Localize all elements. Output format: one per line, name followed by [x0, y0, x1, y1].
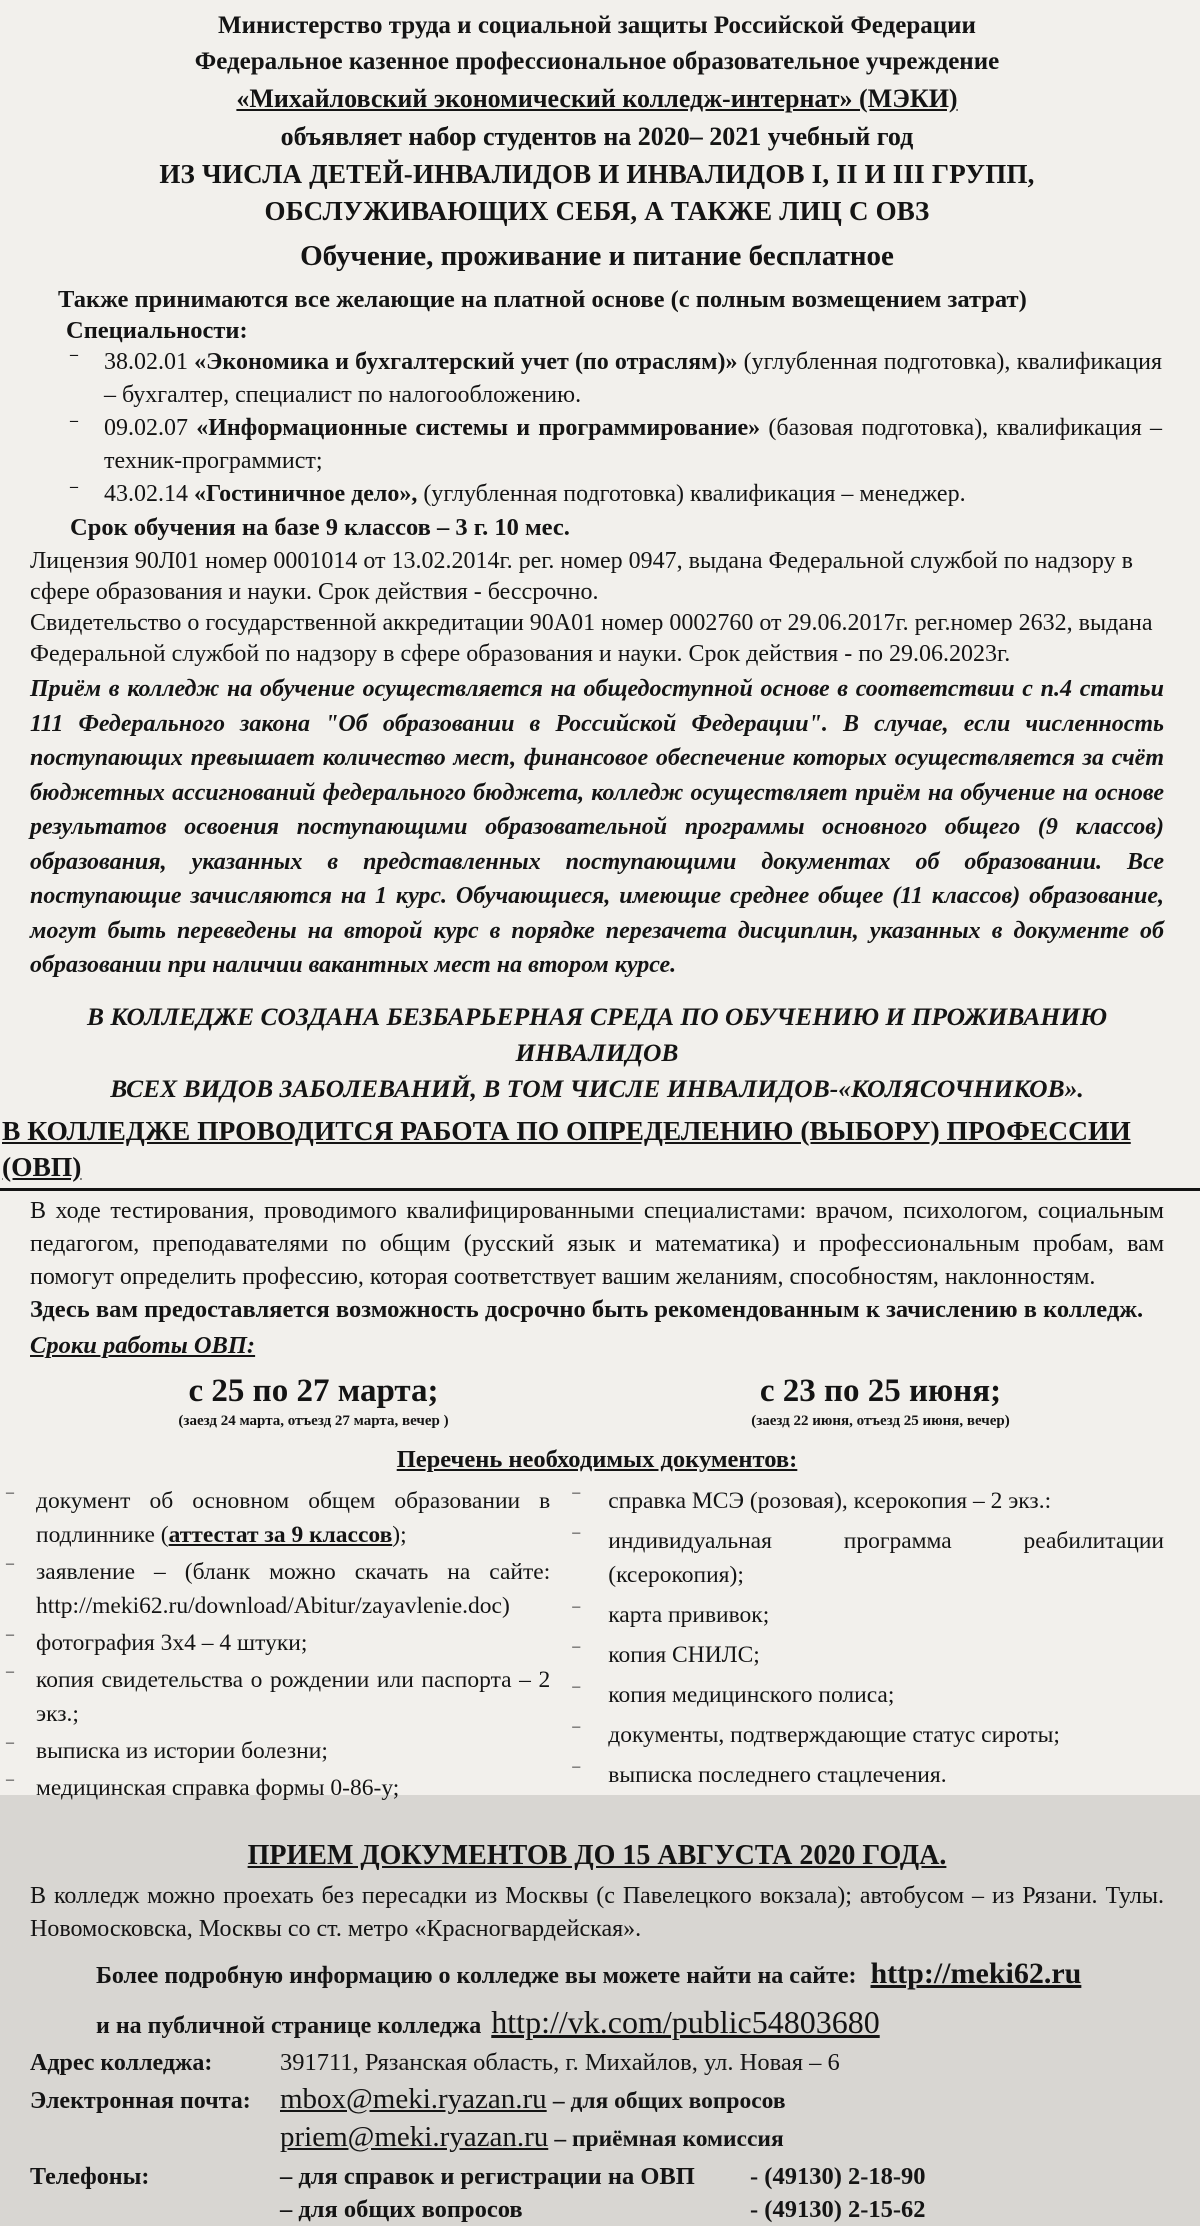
- document-item-text: [36, 1555, 550, 1623]
- specialty-item-3: [70, 478, 1164, 511]
- phones-label: Телефоны:: [30, 2163, 150, 2190]
- phone-line-1: [280, 2160, 1164, 2193]
- bullet-dash: –: [70, 478, 78, 495]
- specialty-details: (углубленная подготовка), квалификация – бухгалтер, специалист по налогообложению.: [104, 349, 1163, 408]
- documents-heading: Перечень необходимых документов:: [396, 1445, 798, 1473]
- bullet-dash: –: [70, 412, 78, 429]
- item-text: медицинская справка формы 0-86-у;: [36, 1774, 400, 1801]
- item-text: );: [392, 1521, 407, 1548]
- session-dates: с 25 по 27 марта;: [188, 1372, 439, 1409]
- travel-paragraph: В колледж можно проехать без пересадки из Москвы (с Павелецкого вокзала); автобусом – из Рязани. Тулы. Новомосковска, Москвы со ст. метро «Красногвардейская».: [30, 1882, 1164, 1942]
- announcement-line: объявляет набор студентов на 2020– 2021 учебный год: [280, 122, 914, 151]
- email-general-note: – для общих вопросов: [552, 2087, 786, 2114]
- document-item-text: документы, подтверждающие статус сироты;: [608, 1721, 1060, 1748]
- document-item: [6, 1555, 550, 1623]
- audience-line-2: ОБСЛУЖИВАЮЩИХ СЕБЯ, А ТАКЖЕ ЛИЦ С ОВЗ: [264, 196, 930, 226]
- document-item: [572, 1638, 1164, 1672]
- email-value: [280, 2082, 1164, 2118]
- address-label: Адрес колледжа:: [30, 2049, 213, 2076]
- document-item-text: индивидуальная программа реабилитации (ксерокопия);: [608, 1527, 1164, 1588]
- document-item-text: [36, 1734, 550, 1768]
- vk-page-link[interactable]: http://vk.com/public54803680: [491, 2003, 880, 2040]
- specialty-name: «Экономика и бухгалтерский учет (по отраслям)»: [194, 349, 738, 375]
- document-item: [6, 1484, 550, 1552]
- bullet-dash: –: [572, 1597, 581, 1615]
- phones-row: [30, 2158, 1164, 2226]
- bullet-dash: –: [572, 1677, 581, 1695]
- audience-line-1: ИЗ ЧИСЛА ДЕТЕЙ-ИНВАЛИДОВ И ИНВАЛИДОВ I, II И III ГРУПП,: [159, 159, 1035, 189]
- bullet-dash: –: [6, 1625, 14, 1643]
- document-item: [572, 1484, 1164, 1518]
- bullet-dash: –: [6, 1554, 14, 1572]
- document-item-text: выписка последнего стацлечения.: [608, 1761, 947, 1788]
- bullet-dash: –: [572, 1483, 581, 1501]
- document-item: [6, 1626, 550, 1660]
- documents-columns: [6, 1484, 1164, 1808]
- phone-desc: – для справок и регистрации на ОВП: [280, 2162, 695, 2190]
- specialties-label: Специальности:: [66, 317, 248, 344]
- specialty-code: 43.02.14: [104, 481, 188, 507]
- ovp-heading: В КОЛЛЕДЖЕ ПРОВОДИТСЯ РАБОТА ПО ОПРЕДЕЛЕНИЮ (ВЫБОРУ) ПРОФЕССИИ (ОВП): [0, 1113, 1200, 1191]
- barrier-free-line-1: В КОЛЛЕДЖЕ СОЗДАНА БЕЗБАРЬЕРНАЯ СРЕДА ПО ОБУЧЕНИЮ И ПРОЖИВАНИЮ ИНВАЛИДОВ: [87, 1001, 1107, 1067]
- item-text: выписка из истории болезни;: [36, 1737, 328, 1764]
- bullet-dash: –: [572, 1757, 581, 1775]
- phone-number: - (49130) 2-15-62: [750, 2195, 926, 2223]
- document-item: [6, 1663, 550, 1731]
- document-item: [572, 1758, 1164, 1792]
- document-item-text: [36, 1771, 550, 1805]
- email-admissions-link[interactable]: priem@meki.ryazan.ru: [280, 2120, 549, 2153]
- session-march: [30, 1372, 597, 1430]
- duration-line: Срок обучения на базе 9 классов – 3 г. 10 мес.: [70, 514, 570, 541]
- bullet-dash: –: [6, 1733, 14, 1751]
- specialty-code: 09.02.07: [104, 415, 188, 441]
- document-item-text: карта прививок;: [608, 1601, 770, 1628]
- email-row-2: [30, 2120, 1164, 2156]
- college-name: «Михайловский экономический колледж-интернат» (МЭКИ): [236, 84, 958, 113]
- phones-list: [280, 2158, 1164, 2226]
- specialty-text: [104, 412, 1162, 478]
- document-item-text: [36, 1484, 550, 1552]
- document-item: [6, 1734, 550, 1768]
- specialty-details: (углубленная подготовка) квалификация – менеджер.: [423, 481, 966, 507]
- deadline-heading: ПРИЕМ ДОКУМЕНТОВ ДО 15 АВГУСТА 2020 ГОДА.: [247, 1839, 947, 1871]
- bullet-dash: –: [572, 1717, 581, 1735]
- email-row-1: [30, 2082, 1164, 2118]
- site-info-text: Более подробную информацию о колледже вы можете найти на сайте:: [96, 1962, 857, 1989]
- ovp-schedule-label: Сроки работы ОВП:: [30, 1331, 256, 1359]
- item-emphasis: аттестат за 9 классов: [168, 1521, 393, 1548]
- ovp-sessions: [30, 1372, 1164, 1430]
- address-value: 391711, Рязанская область, г. Михайлов, ул. Новая – 6: [280, 2048, 840, 2076]
- bullet-dash: –: [6, 1483, 14, 1501]
- email-admissions-note: – приёмная комиссия: [554, 2125, 784, 2152]
- specialty-item-2: [70, 412, 1164, 478]
- specialty-text: [104, 478, 1162, 511]
- specialty-item-1: [70, 346, 1164, 412]
- bullet-dash: –: [6, 1770, 14, 1788]
- document-item-text: справка МСЭ (розовая), ксерокопия – 2 экз.:: [608, 1487, 1052, 1514]
- document-item: [572, 1524, 1164, 1592]
- paid-basis-line: Также принимаются все желающие на платной основе (с полным возмещением затрат): [58, 286, 1027, 313]
- document-item: [572, 1598, 1164, 1632]
- email-value: [280, 2120, 1164, 2156]
- document-item-text: [36, 1663, 550, 1731]
- vk-info-line: [96, 2004, 1164, 2044]
- barrier-free-line-2: ВСЕХ ВИДОВ ЗАБОЛЕВАНИЙ, В ТОМ ЧИСЛЕ ИНВАЛИДОВ-«КОЛЯСОЧНИКОВ».: [110, 1073, 1084, 1103]
- session-note: (заезд 22 июня, отъезд 25 июня, вечер): [751, 1412, 1010, 1429]
- item-text: заявление – (бланк можно скачать на сайте: http://meki62.ru/download/Abitur/zayavlenie.doc): [36, 1558, 551, 1619]
- email-general-link[interactable]: mbox@meki.ryazan.ru: [280, 2082, 547, 2115]
- specialty-text: [104, 346, 1162, 412]
- site-info-line: [96, 1956, 1164, 1994]
- bullet-dash: –: [572, 1523, 581, 1541]
- document-item: [6, 1771, 550, 1805]
- address-row: [30, 2046, 1164, 2080]
- documents-column-left: [6, 1484, 550, 1808]
- ovp-description: В ходе тестирования, проводимого квалифицированными специалистами: врачом, психологом, социальным педагогом, преподавателями по общим (русский язык и математика) и профессиональным пробам, вам помогут определить профессию, которая соответствует вашим желаниям, способностям, наклонностям.: [30, 1197, 1164, 1290]
- admission-rules-paragraph: Приём в колледж на обучение осуществляется на общедоступной основе в соответствии с п.4 статьи 111 Федерального закона "Об образовании в Российской Федерации". В случае, если численность поступающих превышает количество мест, финансовое обеспечение которых осуществляется за счёт бюджетных ассигнований федерального бюджета, колледж осуществляет приём на обучение на основе результатов освоения поступающими образовательной программы основного общего (9 классов) образования, указанных в представленных поступающими документах об образовании. Все поступающие зачисляются на 1 курс. Обучающиеся, имеющие среднее общее (11 классов) образование, могут быть переведены на второй курс в порядке перезачета дисциплин, указанных в документе об образовании при наличии вакантных мест на втором курсе.: [30, 676, 1164, 978]
- email-label: Электронная почта:: [30, 2087, 251, 2114]
- document-header: [30, 8, 1164, 276]
- bullet-dash: –: [6, 1662, 14, 1680]
- session-june: [597, 1372, 1164, 1430]
- specialty-details: (базовая подготовка), квалификация – техник-программист;: [104, 415, 1162, 474]
- institution-line: Федеральное казенное профессиональное образовательное учреждение: [194, 48, 1000, 75]
- phone-desc: – для общих вопросов: [280, 2195, 523, 2223]
- document-item-text: копия СНИЛС;: [608, 1641, 760, 1668]
- license-line: Лицензия 90Л01 номер 0001014 от 13.02.2014г. рег. номер 0947, выдана Федеральной службой по надзору в сфере образования и науки. Срок действия - бессрочно.: [30, 548, 1133, 605]
- documents-column-right: [550, 1484, 1164, 1808]
- document-item-text: [36, 1626, 550, 1660]
- bullet-dash: –: [572, 1637, 581, 1655]
- accreditation-line: Свидетельство о государственной аккредитации 90А01 номер 0002760 от 29.06.2017г. рег.номер 2632, выдана Федеральной службой по надзору в сфере образования и науки. Срок действия - по 29.06.2023г.: [30, 610, 1153, 667]
- ministry-line: Министерство труда и социальной защиты Российской Федерации: [218, 12, 976, 39]
- document-item: [572, 1678, 1164, 1712]
- vk-info-text: и на публичной странице колледжа: [96, 2012, 482, 2039]
- item-text: фотография 3х4 – 4 штуки;: [36, 1629, 308, 1656]
- session-note: (заезд 24 марта, отъезд 27 марта, вечер ): [178, 1412, 449, 1429]
- specialty-name: «Информационные системы и программирование»: [196, 415, 761, 441]
- session-dates: с 23 по 25 июня;: [759, 1372, 1002, 1409]
- ovp-benefit-line: Здесь вам предоставляется возможность досрочно быть рекомендованным к зачислению в колледж.: [30, 1295, 1144, 1323]
- free-education-line: Обучение, проживание и питание бесплатное: [300, 240, 894, 272]
- item-text: копия свидетельства о рождении или паспорта – 2 экз.;: [36, 1666, 551, 1727]
- phone-number: - (49130) 2-18-90: [750, 2162, 926, 2190]
- document-item: [572, 1718, 1164, 1752]
- specialty-code: 38.02.01: [104, 349, 188, 375]
- barrier-free-statement: [30, 999, 1164, 1107]
- item-text: документ об основном общем образовании в подлиннике (: [36, 1487, 551, 1548]
- college-site-link[interactable]: http://meki62.ru: [870, 1956, 1082, 1990]
- bullet-dash: –: [70, 346, 78, 363]
- specialty-name: «Гостиничное дело»,: [194, 481, 418, 507]
- document-item-text: копия медицинского полиса;: [608, 1681, 895, 1708]
- phone-line-2: [280, 2193, 1164, 2226]
